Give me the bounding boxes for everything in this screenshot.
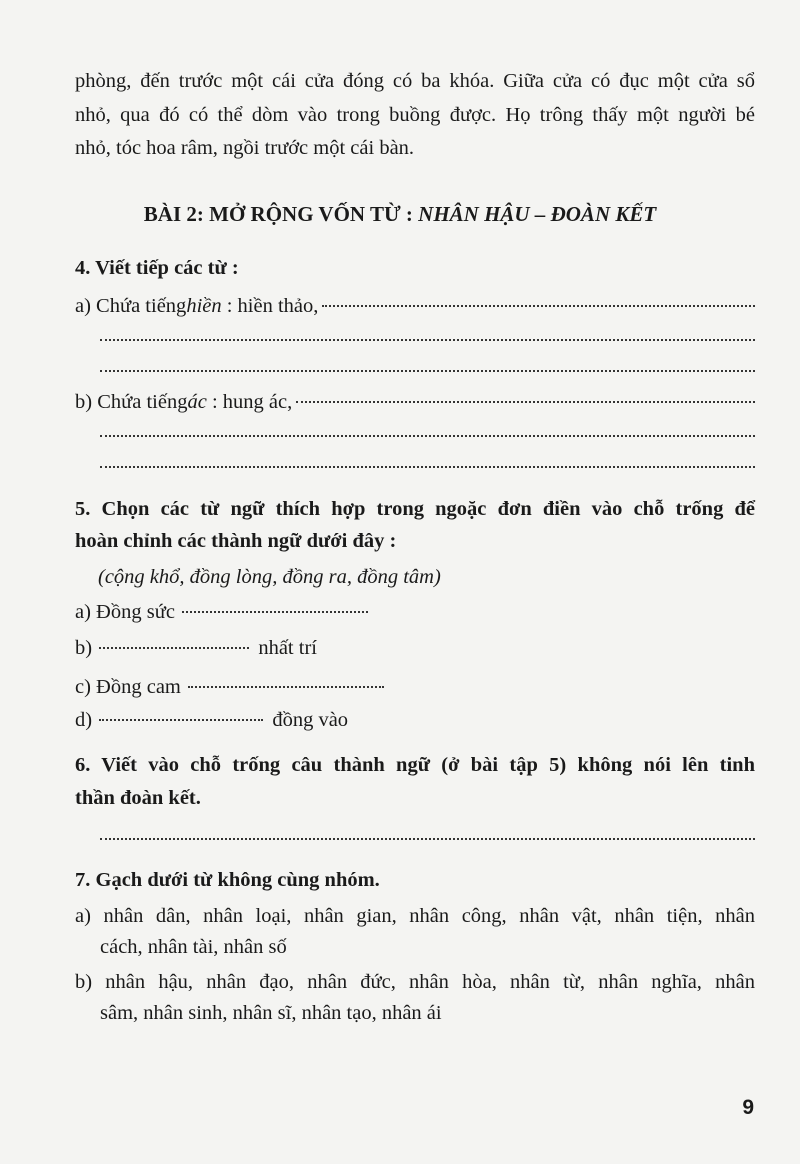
ex5-d-label: d) — [75, 709, 93, 731]
ex4-b-row — [75, 388, 755, 416]
ex5-b-blank[interactable] — [99, 647, 249, 649]
ex6-answer-line[interactable] — [100, 838, 755, 840]
ex4-b-prefix: b) Chứa tiếng — [75, 391, 188, 413]
ex5-c-label: c) Đồng cam — [75, 676, 181, 698]
ex7-a-line-2: cách, nhân tài, nhân số — [100, 936, 287, 958]
ex7-heading: 7. Gạch dưới từ không cùng nhóm. — [75, 869, 380, 891]
intro-line-2: nhỏ, qua đó có thể dòm vào trong buồng được. Họ trông thấy một người bé — [75, 104, 755, 126]
ex4-b-rest: : hung ác, — [206, 391, 293, 413]
ex5-heading-line-1: 5. Chọn các từ ngữ thích hợp trong ngoặc đơn điền vào chỗ trống để — [75, 498, 755, 520]
ex5-d-blank[interactable] — [99, 719, 263, 721]
ex4-heading: 4. Viết tiếp các từ : — [75, 257, 239, 279]
ex4-a-rest: : hiền thảo, — [221, 295, 319, 317]
intro-line-3: nhỏ, tóc hoa râm, ngồi trước một cái bàn. — [75, 137, 415, 159]
ex5-heading-line-2: hoàn chỉnh các thành ngữ dưới đây : — [75, 530, 397, 552]
ex5-d-row — [75, 706, 755, 734]
lesson-title — [0, 199, 800, 229]
ex4-b-answer-line-2[interactable] — [100, 435, 755, 437]
ex6-heading-line-1: 6. Viết vào chỗ trống câu thành ngữ (ở bài tập 5) không nói lên tinh — [75, 754, 755, 776]
ex5-a-label: a) Đồng sức — [75, 601, 175, 623]
ex5-options: (cộng khổ, đồng lòng, đồng ra, đồng tâm) — [98, 566, 441, 588]
ex4-a-prefix: a) Chứa tiếng — [75, 295, 187, 317]
ex7-b-line-1: b) nhân hậu, nhân đạo, nhân đức, nhân hòa, nhân từ, nhân nghĩa, nhân — [75, 971, 755, 993]
page-number: 9 — [742, 1096, 754, 1119]
ex5-c-blank[interactable] — [188, 686, 384, 688]
ex5-b-label: b) — [75, 637, 93, 659]
ex5-a-blank[interactable] — [182, 611, 368, 613]
lesson-title-main: BÀI 2: MỞ RỘNG VỐN TỪ : — [143, 202, 419, 226]
ex5-b-after: nhất trí — [258, 637, 317, 659]
ex4-a-answer-line-2[interactable] — [100, 339, 755, 341]
ex4-b-word: ác — [187, 391, 207, 413]
ex4-b-answer-blank[interactable] — [296, 401, 755, 403]
ex5-b-row — [75, 634, 755, 662]
ex4-b-answer-line-3[interactable] — [100, 466, 755, 468]
ex7-b-line-2: sâm, nhân sinh, nhân sĩ, nhân tạo, nhân ái — [100, 1002, 442, 1024]
ex6-heading-line-2: thần đoàn kết. — [75, 787, 201, 809]
lesson-title-topic: NHÂN HẬU – ĐOÀN KẾT — [418, 202, 657, 226]
ex4-a-answer-blank[interactable] — [322, 305, 755, 307]
ex7-a-line-1: a) nhân dân, nhân loại, nhân gian, nhân công, nhân vật, nhân tiện, nhân — [75, 905, 755, 927]
ex5-c-row — [75, 673, 755, 701]
ex4-a-row — [75, 292, 755, 320]
ex4-a-answer-line-3[interactable] — [100, 370, 755, 372]
ex5-a-row — [75, 598, 755, 626]
ex5-d-after: đồng vào — [272, 709, 349, 731]
intro-line-1: phòng, đến trước một cái cửa đóng có ba khóa. Giữa cửa có đục một cửa sổ — [75, 70, 755, 92]
ex4-a-word: hiền — [186, 295, 222, 317]
